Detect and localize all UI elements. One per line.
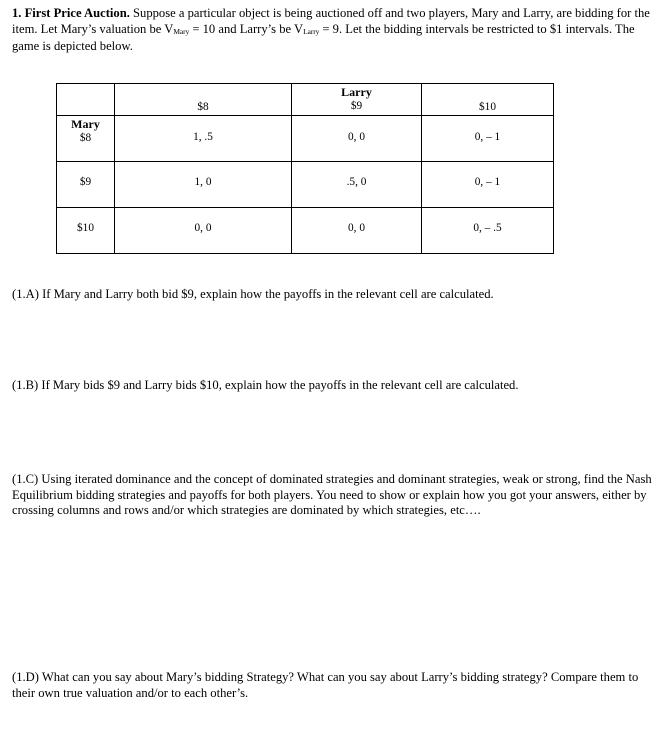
column-player-name: Larry (341, 85, 372, 99)
row-header-8: Mary $8 (57, 116, 115, 162)
payoff-cell: 0, 0 (115, 208, 292, 254)
payoff-cell: 0, – 1 (422, 162, 554, 208)
col-header-8: $8 (115, 84, 292, 116)
corner-cell (57, 84, 115, 116)
col-header-9: Larry $9 (292, 84, 422, 116)
question-1d: (1.D) What can you say about Mary’s bidding Strategy? What can you say about Larry’s bidding strategy? Compare them to their own true valuation and/or to each other’s. (12, 670, 639, 700)
header-row (57, 84, 554, 116)
payoff-cell: 0, 0 (292, 208, 422, 254)
table-row (57, 116, 554, 162)
question-1a: (1.A) If Mary and Larry both bid $9, explain how the payoffs in the relevant cell are calculated. (12, 287, 494, 301)
payoff-cell: 1, .5 (115, 116, 292, 162)
payoff-cell: 1, 0 (115, 162, 292, 208)
subscript-larry: Larry (303, 26, 320, 36)
col-header-10: $10 (422, 84, 554, 116)
row-header-10: $10 (57, 208, 115, 254)
payoff-cell: 0, – .5 (422, 208, 554, 254)
table-row (57, 162, 554, 208)
intro-text-3: = 9. Let the bidding intervals be restricted to $1 intervals. The game is depicted below. (12, 21, 635, 53)
payoff-cell: 0, 0 (292, 116, 422, 162)
payoff-cell: 0, – 1 (422, 116, 554, 162)
problem-intro (12, 6, 660, 55)
subscript-mary: Mary (173, 26, 190, 36)
row-header-9: $9 (57, 162, 115, 208)
intro-text-2: = 10 and Larry’s be V (189, 21, 304, 36)
question-1c: (1.C) Using iterated dominance and the concept of dominated strategies and dominant strategies, weak or strong, find the Nash Equilibrium bidding strategies and payoffs for both players. You need to show or explain how you got your answers, either by crossing columns and rows and/or which strategies are dominated by which strategies, etc…. (12, 472, 652, 517)
row-player-name: Mary (71, 117, 100, 131)
problem-heading: 1. First Price Auction. (12, 6, 130, 20)
payoff-cell: .5, 0 (292, 162, 422, 208)
question-1b: (1.B) If Mary bids $9 and Larry bids $10, explain how the payoffs in the relevant cell are calculated. (12, 378, 519, 392)
table-row (57, 208, 554, 254)
intro-text-1: Suppose a particular object is being auctioned off and two players, Mary and Larry, are bidding for the item. Let Mary’s valuation be V (12, 6, 650, 36)
payoff-matrix (56, 83, 554, 254)
